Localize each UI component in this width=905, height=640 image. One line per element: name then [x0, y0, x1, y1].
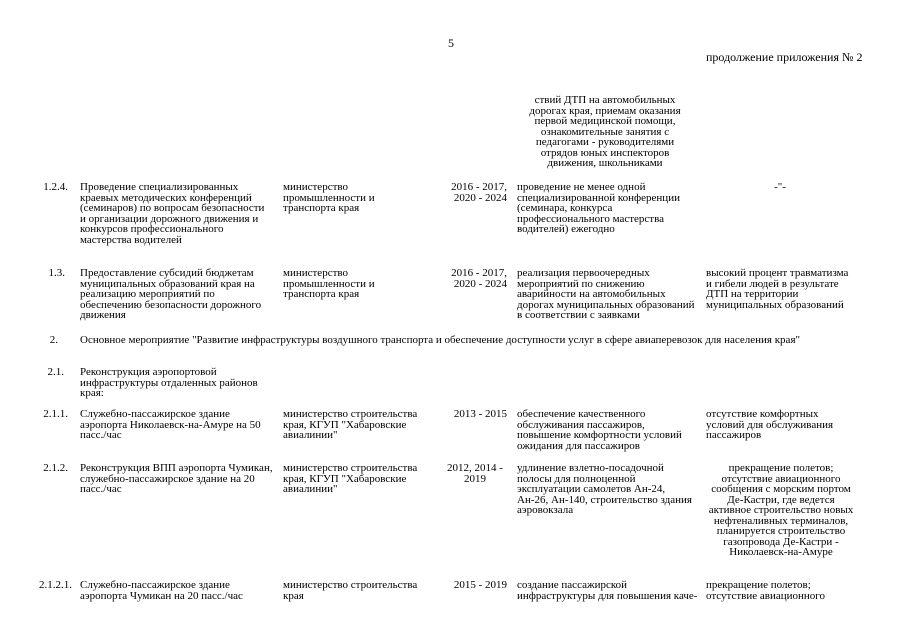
years: 2012, 2014 - 2019	[447, 462, 503, 485]
measure-name: Реконструкция аэропортовой инфраструктуры отдаленных районов края:	[80, 366, 258, 399]
measure-name: Проведение специализированных краевых методических конференций (семинаров) по вопросам безопасности и организации дорожного движения и конкурсов профессионального мастерства водителей	[80, 181, 265, 246]
row-number: 1.3.	[48, 267, 65, 279]
consequence: высокий процент травматизма и гибели людей в результате ДТП на территории муниципальных образований	[706, 267, 849, 311]
years: 2013 - 2015	[453, 408, 507, 420]
row-number: 2.1.2.1.	[39, 579, 72, 591]
consequence: -"-	[774, 181, 786, 193]
row-number: 2.	[49, 334, 58, 346]
expected-result: реализация первоочередных мероприятий по снижению аварийности на автомобильных дорогах муниципальных образований в соответствии с заявками	[517, 267, 695, 321]
executor: министерство строительства края, КГУП "Хабаровские авиалинии"	[283, 408, 418, 441]
measure-name: Основное мероприятие "Развитие инфраструктуры воздушного транспорта и обеспечение доступности услуг в сфере авиаперевозок для населения края"	[80, 334, 800, 346]
executor: министерство строительства края, КГУП "Хабаровские авиалинии"	[283, 462, 418, 495]
executor: министерство промышленности и транспорта края	[283, 181, 375, 214]
expected-result: проведение не менее одной специализированной конференции (семинара, конкурса профессионального мастерства водителей) ежегодно	[517, 181, 680, 235]
consequence: прекращение полетов; отсутствие авиационного сообщения с морским портом Де-Кастри, где ведется активное строительство новых нефтеналивных терминалов, планируется строительство газопровода Де-Кастри - Николаевск-на-Амуре	[708, 462, 854, 558]
row-number: 2.1.1.	[43, 408, 68, 420]
years: 2015 - 2019	[453, 579, 507, 591]
expected-result: обеспечение качественного обслуживания пассажиров, повышение комфортности условий ожидания для пассажиров	[517, 408, 682, 452]
expected-result: удлинение взлетно-посадочной полосы для полноценной эксплуатации самолетов Ан-24, Ан-26, Ан-140, строительство здания аэровокзала	[517, 462, 692, 516]
page-number: 5	[448, 36, 454, 50]
measure-name: Служебно-пассажирское здание аэропорта Чумикан на 20 пасс./час	[80, 579, 243, 602]
measure-name: Реконструкция ВПП аэропорта Чумикан, служебно-пассажирское здание на 20 пасс./час	[80, 462, 273, 495]
years: 2016 - 2017, 2020 - 2024	[451, 181, 507, 204]
row-number: 2.1.2.	[43, 462, 68, 474]
expected-result: создание пассажирской инфраструктуры для повышения каче-	[517, 579, 698, 602]
years: 2016 - 2017, 2020 - 2024	[451, 267, 507, 290]
consequence: отсутствие комфортных условий для обслуживания пассажиров	[706, 408, 834, 441]
consequence: прекращение полетов; отсутствие авиационного	[706, 579, 826, 602]
measure-name: Служебно-пассажирское здание аэропорта Николаевск-на-Амуре на 50 пасс./час	[80, 408, 261, 441]
row-number: 2.1.	[47, 366, 64, 378]
continuation-label: продолжение приложения № 2	[706, 50, 863, 64]
row-number: 1.2.4.	[43, 181, 68, 193]
measure-name: Предоставление субсидий бюджетам муниципальных образований края на реализацию мероприятий по обеспечению безопасности дорожного движения	[80, 267, 262, 321]
executor: министерство промышленности и транспорта края	[283, 267, 375, 300]
executor: министерство строительства края	[283, 579, 418, 602]
top-result-cell: ствий ДТП на автомобильных дорогах края, приемам оказания первой медицинской помощи, ознакомительные занятия с педагогами - руководителями отрядов юных инспекторов движения, школьниками	[529, 94, 681, 169]
